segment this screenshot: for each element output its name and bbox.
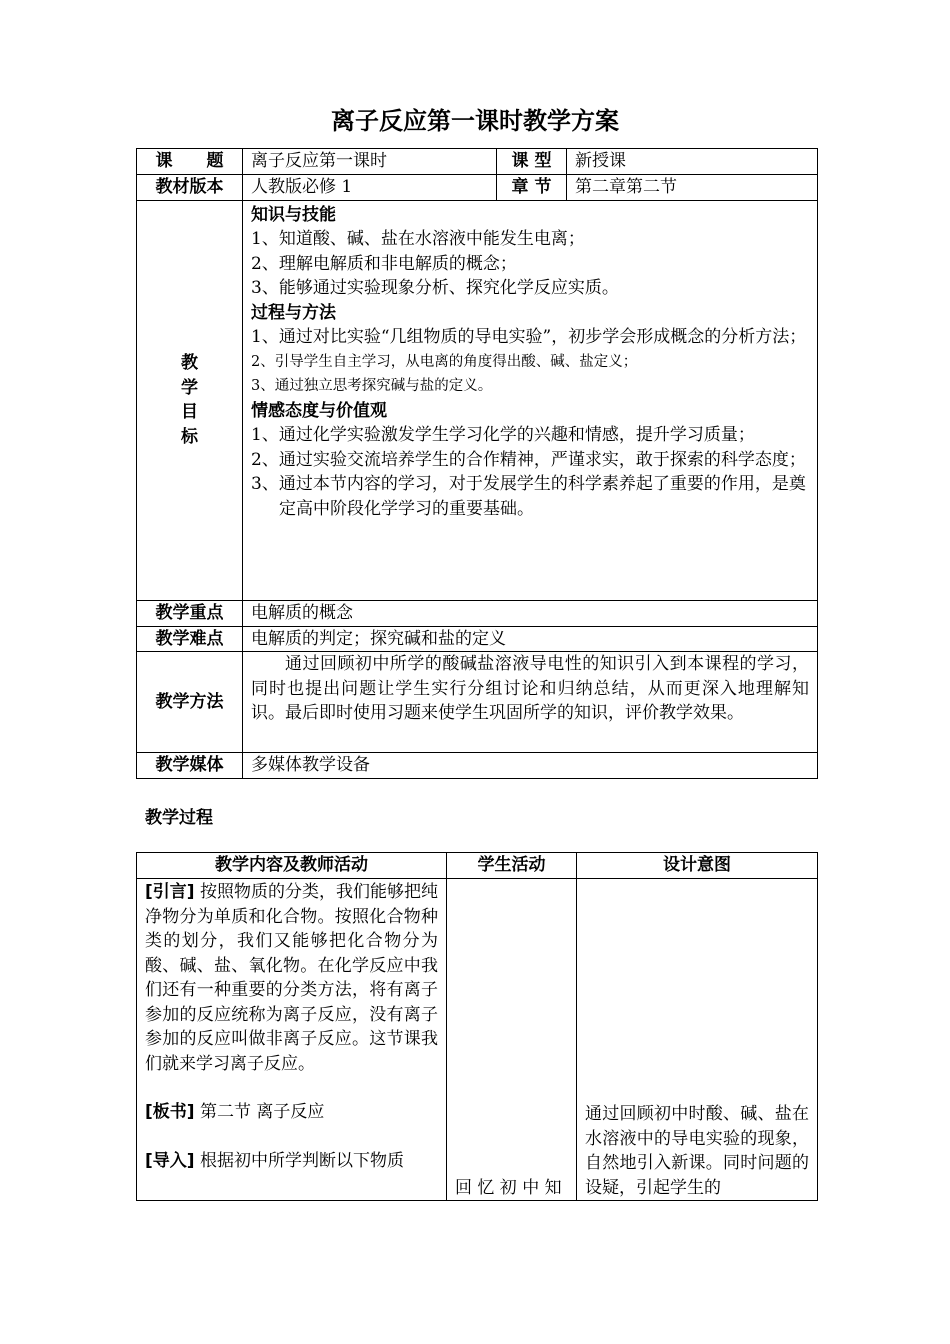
process-item: 1、通过对比实验“几组物质的导电实验”，初步学会形成概念的分析方法； [251,327,807,347]
chapter-label: 章 节 [497,175,567,201]
topic-label: 课 题 [137,149,243,175]
board-tag: [板书] [145,1102,195,1122]
process-item: 2、引导学生自主学习，从电离的角度得出酸、碱、盐定义； [251,353,638,370]
difficulty-label: 教学难点 [137,626,243,652]
objectives-content [243,200,818,600]
knowledge-item: 1、知道酸、碱、盐在水溶液中能发生电离； [251,229,585,249]
knowledge-item: 3、能够通过实验现象分析、探究化学反应实质。 [251,278,619,298]
process-title: 过程与方法 [251,302,336,323]
key-point-label: 教学重点 [137,600,243,626]
lesson-info-table [136,148,818,779]
chapter-value: 第二章第二节 [567,175,818,201]
teacher-activity-cell [137,879,447,1201]
intro-text: 按照物质的分类，我们能够把纯净物分为单质和化合物。按照化合物种类的划分，我们又能够把化合物分为酸、碱、盐、氧化物。在化学反应中我们还有一种重要的分类方法，将有离子参加的反应统称为离子反应，没有离子参加的反应叫做非离子反应。这节课我们就来学习离子反应。 [145,882,439,1074]
media-value: 多媒体教学设备 [243,753,818,779]
emotion-item: 3、通过本节内容的学习，对于发展学生的科学素养起了重要的作用，是奠定高中阶段化学学习的重要基础。 [251,474,806,519]
method-label: 教学方法 [137,652,243,753]
header-teacher: 教学内容及教师活动 [137,853,447,879]
objectives-label [137,200,243,600]
board-block [145,1100,438,1125]
page-title: 离子反应第一课时教学方案 [331,107,619,135]
edition-label: 教材版本 [137,175,243,201]
teaching-process-table [136,852,818,1201]
type-label: 课 型 [497,149,567,175]
knowledge-item: 2、理解电解质和非电解质的概念； [251,253,517,274]
type-value: 新授课 [567,149,818,175]
intent-text: 通过回顾初中时酸、碱、盐在水溶液中的导电实验的现象，自然地引入新课。同时问题的设疑，引起学生的 [585,1104,809,1198]
emotion-title: 情感态度与价值观 [251,400,387,421]
method-value: 通过回顾初中所学的酸碱盐溶液导电性的知识引入到本课程的学习，同时也提出问题让学生实行分组讨论和归纳总结，从而更深入地理解知识。最后即时使用习题来使学生巩固所学的知识，评价教学效果。 [243,652,818,753]
intent-cell [577,879,818,1201]
intro-tag: [引言] [145,882,195,902]
process-item: 3、通过独立思考探究碱与盐的定义。 [251,378,493,394]
student-text: 回 忆 初 中 知 [455,1177,562,1198]
difficulty-value: 电解质的判定；探究碱和盐的定义 [243,626,818,652]
objectives-label-char: 标 [181,426,198,447]
key-point-value: 电解质的概念 [243,600,818,626]
header-student: 学生活动 [447,853,577,879]
lead-tag: [导入] [145,1150,195,1171]
board-text: 第二节 离子反应 [199,1102,325,1122]
objectives-label-char: 教 [181,353,198,373]
lead-block [145,1149,438,1174]
media-label: 教学媒体 [137,753,243,779]
intro-block [145,880,438,1076]
knowledge-title: 知识与技能 [251,204,336,225]
lead-text: 根据初中所学判断以下物质 [199,1150,404,1171]
topic-value: 离子反应第一课时 [243,149,497,175]
objectives-label-char: 学 [181,377,198,398]
process-section-title: 教学过程 [145,808,213,828]
header-intent: 设计意图 [577,853,818,879]
objectives-label-char: 目 [181,402,198,422]
emotion-item: 1、通过化学实验激发学生学习化学的兴趣和情感，提升学习质量； [251,425,755,445]
emotion-item: 2、通过实验交流培养学生的合作精神，严谨求实，敢于探索的科学态度； [251,449,806,470]
student-activity-cell [447,879,577,1201]
edition-value: 人教版必修 1 [243,175,497,201]
